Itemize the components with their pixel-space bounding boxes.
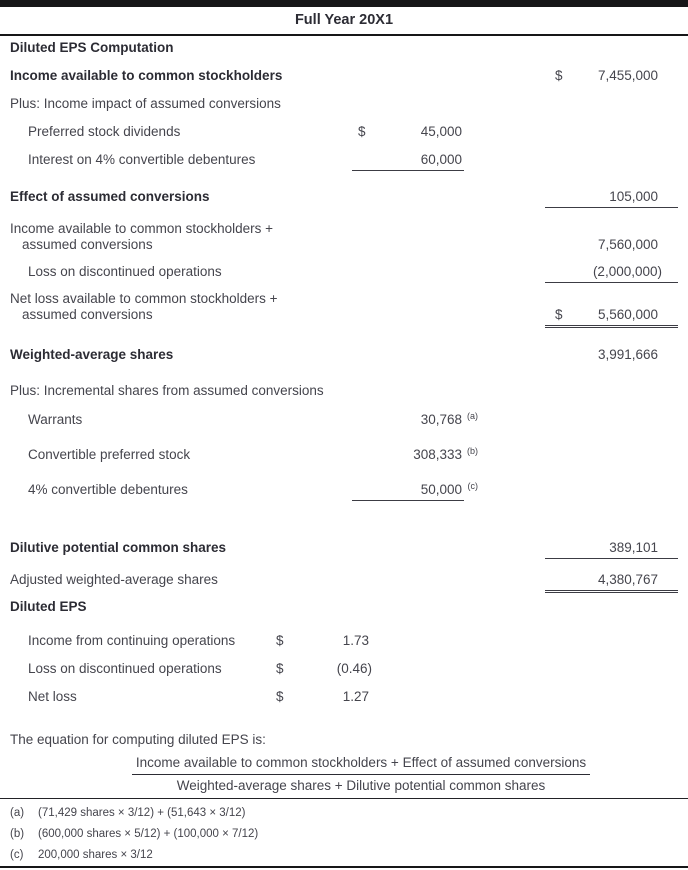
amount-value: 308,333 bbox=[413, 447, 462, 462]
row-equation-intro bbox=[0, 732, 688, 748]
header-rule bbox=[0, 34, 688, 36]
row-convertible-debentures bbox=[0, 482, 688, 498]
row-plus-incremental bbox=[0, 383, 688, 399]
row-label: Adjusted weighted-average shares bbox=[10, 572, 218, 587]
row-label: Weighted-average shares bbox=[10, 347, 174, 362]
amount: 5,560,000 bbox=[545, 307, 678, 328]
row-convertible-preferred bbox=[0, 447, 688, 463]
footnote-text: (600,000 shares × 5/12) + (100,000 × 7/12) bbox=[38, 828, 259, 840]
row-eps-net-loss bbox=[0, 689, 688, 705]
amount-value: 50,000 bbox=[420, 482, 462, 497]
amount: 7,560,000 bbox=[597, 237, 658, 252]
row-label: Plus: Income impact of assumed conversions bbox=[10, 96, 281, 111]
footnote-text: (71,429 shares × 3/12) + (51,643 × 3/12) bbox=[38, 807, 246, 819]
amount: 3,991,666 bbox=[597, 347, 658, 362]
row-label: Income from continuing operations bbox=[28, 633, 236, 648]
row-weighted-avg-shares bbox=[0, 347, 688, 363]
row-label: Effect of assumed conversions bbox=[10, 189, 210, 204]
footnote-c bbox=[10, 848, 680, 862]
row-label: Net loss bbox=[28, 689, 77, 704]
footnote-a bbox=[10, 806, 680, 820]
row-label: Dilutive potential common shares bbox=[10, 540, 227, 555]
row-label: Loss on discontinued operations bbox=[28, 264, 222, 279]
row-label: Convertible preferred stock bbox=[28, 447, 191, 462]
row-preferred-dividends bbox=[0, 124, 688, 140]
amount: 1.27 bbox=[342, 689, 369, 704]
row-label: Loss on discontinued operations bbox=[28, 661, 222, 676]
footnote-separator-rule bbox=[0, 798, 688, 799]
footnote-ref-a: (a) bbox=[467, 411, 478, 421]
amount: 4,380,767 bbox=[545, 572, 678, 593]
amount-value: 30,768 bbox=[420, 412, 462, 427]
equation-denominator: Weighted-average shares + Dilutive potential common shares bbox=[176, 778, 546, 793]
row-warrants bbox=[0, 412, 688, 428]
amount: 60,000 bbox=[352, 152, 464, 171]
row-diluted-eps-title bbox=[0, 599, 688, 615]
row-adjusted-weighted bbox=[0, 572, 688, 588]
footnote-marker: (a) bbox=[10, 807, 25, 819]
dollar-sign: $ bbox=[276, 661, 284, 676]
equation-numerator: Income available to common stockholders + Effect of assumed conversions bbox=[132, 754, 590, 775]
amount: 105,000 bbox=[545, 189, 678, 208]
amount: (0.46) bbox=[336, 661, 372, 676]
dollar-sign: $ bbox=[276, 689, 284, 704]
row-dilutive-potential bbox=[0, 540, 688, 556]
row-income-plus-conversions bbox=[0, 221, 688, 253]
row-label: Plus: Incremental shares from assumed conversions bbox=[10, 383, 324, 398]
row-interest-debentures bbox=[0, 152, 688, 168]
footnote-marker: (c) bbox=[10, 849, 24, 861]
footnote-ref-b: (b) bbox=[467, 446, 478, 456]
row-income-available bbox=[0, 68, 688, 84]
amount bbox=[352, 481, 478, 501]
row-net-loss-available bbox=[0, 291, 688, 323]
amount bbox=[352, 411, 478, 428]
amount: 45,000 bbox=[420, 124, 462, 139]
equation-intro: The equation for computing diluted EPS is: bbox=[10, 732, 266, 747]
row-label-line2: assumed conversions bbox=[22, 237, 153, 252]
bottom-border-rule bbox=[0, 866, 688, 868]
amount: (2,000,000) bbox=[545, 264, 678, 283]
dollar-sign: $ bbox=[555, 307, 563, 322]
row-label: Warrants bbox=[28, 412, 83, 427]
amount: 7,455,000 bbox=[597, 68, 658, 83]
page-title: Full Year 20X1 bbox=[294, 12, 394, 28]
row-label-line1: Income available to common stockholders + bbox=[10, 221, 274, 236]
dollar-sign: $ bbox=[358, 124, 366, 139]
row-section-title bbox=[0, 40, 688, 56]
dollar-sign: $ bbox=[555, 68, 563, 83]
dollar-sign: $ bbox=[276, 633, 284, 648]
amount bbox=[352, 446, 478, 463]
section-title: Diluted EPS Computation bbox=[10, 40, 174, 55]
row-label-line1: Net loss available to common stockholders + bbox=[10, 291, 278, 306]
top-border-bar bbox=[0, 0, 688, 7]
footnote-text: 200,000 shares × 3/12 bbox=[38, 849, 153, 861]
eps-equation bbox=[34, 754, 688, 795]
row-label: Income available to common stockholders bbox=[10, 68, 283, 83]
row-eps-discontinued bbox=[0, 661, 688, 677]
amount: 389,101 bbox=[545, 540, 678, 559]
row-label: Interest on 4% convertible debentures bbox=[28, 152, 256, 167]
footnote-ref-c: (c) bbox=[467, 481, 478, 491]
row-effect-conversions bbox=[0, 189, 688, 205]
footnote-marker: (b) bbox=[10, 828, 25, 840]
row-loss-discontinued bbox=[0, 264, 688, 280]
row-label: Preferred stock dividends bbox=[28, 124, 181, 139]
row-label: 4% convertible debentures bbox=[28, 482, 188, 497]
footnote-b bbox=[10, 827, 680, 841]
amount: 1.73 bbox=[342, 633, 369, 648]
section-title: Diluted EPS bbox=[10, 599, 87, 614]
row-eps-continuing bbox=[0, 633, 688, 649]
row-plus-income-impact bbox=[0, 96, 688, 112]
row-label-line2: assumed conversions bbox=[22, 307, 153, 322]
